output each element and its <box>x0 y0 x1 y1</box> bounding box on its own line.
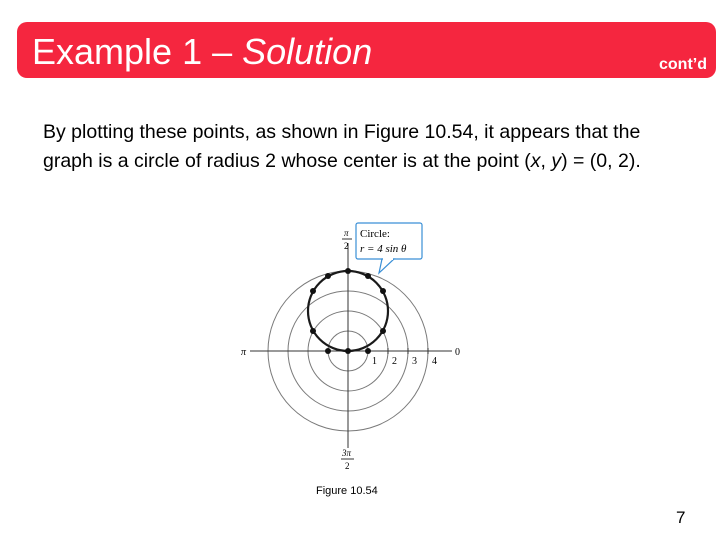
body-paragraph <box>43 118 683 176</box>
tick-label-4: 4 <box>432 356 437 367</box>
title-italic: Solution <box>242 31 373 72</box>
figure-caption: Figure 10.54 <box>316 485 378 497</box>
plotted-point <box>345 348 351 354</box>
body-text-part2: ) = (0, 2). <box>561 150 641 172</box>
title-main: Example 1 – <box>32 31 243 72</box>
body-text-part1: By plotting these points, as shown in Figure 10.54, it appears that the graph is a circle of radius 2 whose center is at the point ( <box>43 121 641 172</box>
body-comma: , <box>540 150 552 172</box>
angle-label-pi-over-2-den: 2 <box>344 241 349 251</box>
plotted-point <box>325 273 331 279</box>
angle-label-pi-over-2-num: π <box>344 228 349 238</box>
var-x: x <box>530 150 541 172</box>
plotted-point <box>310 288 316 294</box>
polar-graph-figure <box>232 218 472 478</box>
tick-label-3: 3 <box>412 356 417 367</box>
angle-label-zero: 0 <box>455 347 460 358</box>
angle-label-pi: π <box>241 347 247 358</box>
tick-label-1: 1 <box>372 356 377 367</box>
angle-label-3pi-over-2-num: 3π <box>342 448 352 458</box>
callout-line1: Circle: <box>360 228 390 240</box>
plotted-point <box>365 348 371 354</box>
plotted-point <box>345 268 351 274</box>
page-number: 7 <box>676 508 686 527</box>
continued-label: cont’d <box>659 56 707 73</box>
plotted-point <box>325 348 331 354</box>
plotted-point <box>310 328 316 334</box>
plotted-point <box>380 288 386 294</box>
callout-line2: r = 4 sin θ <box>360 243 407 255</box>
angle-label-3pi-over-2-den: 2 <box>345 461 350 471</box>
slide-title <box>32 31 372 73</box>
plotted-point <box>380 328 386 334</box>
tick-label-2: 2 <box>392 356 397 367</box>
callout-pointer <box>379 259 394 273</box>
plotted-point <box>365 273 371 279</box>
var-y: y <box>551 150 562 172</box>
title-bar <box>17 22 716 78</box>
